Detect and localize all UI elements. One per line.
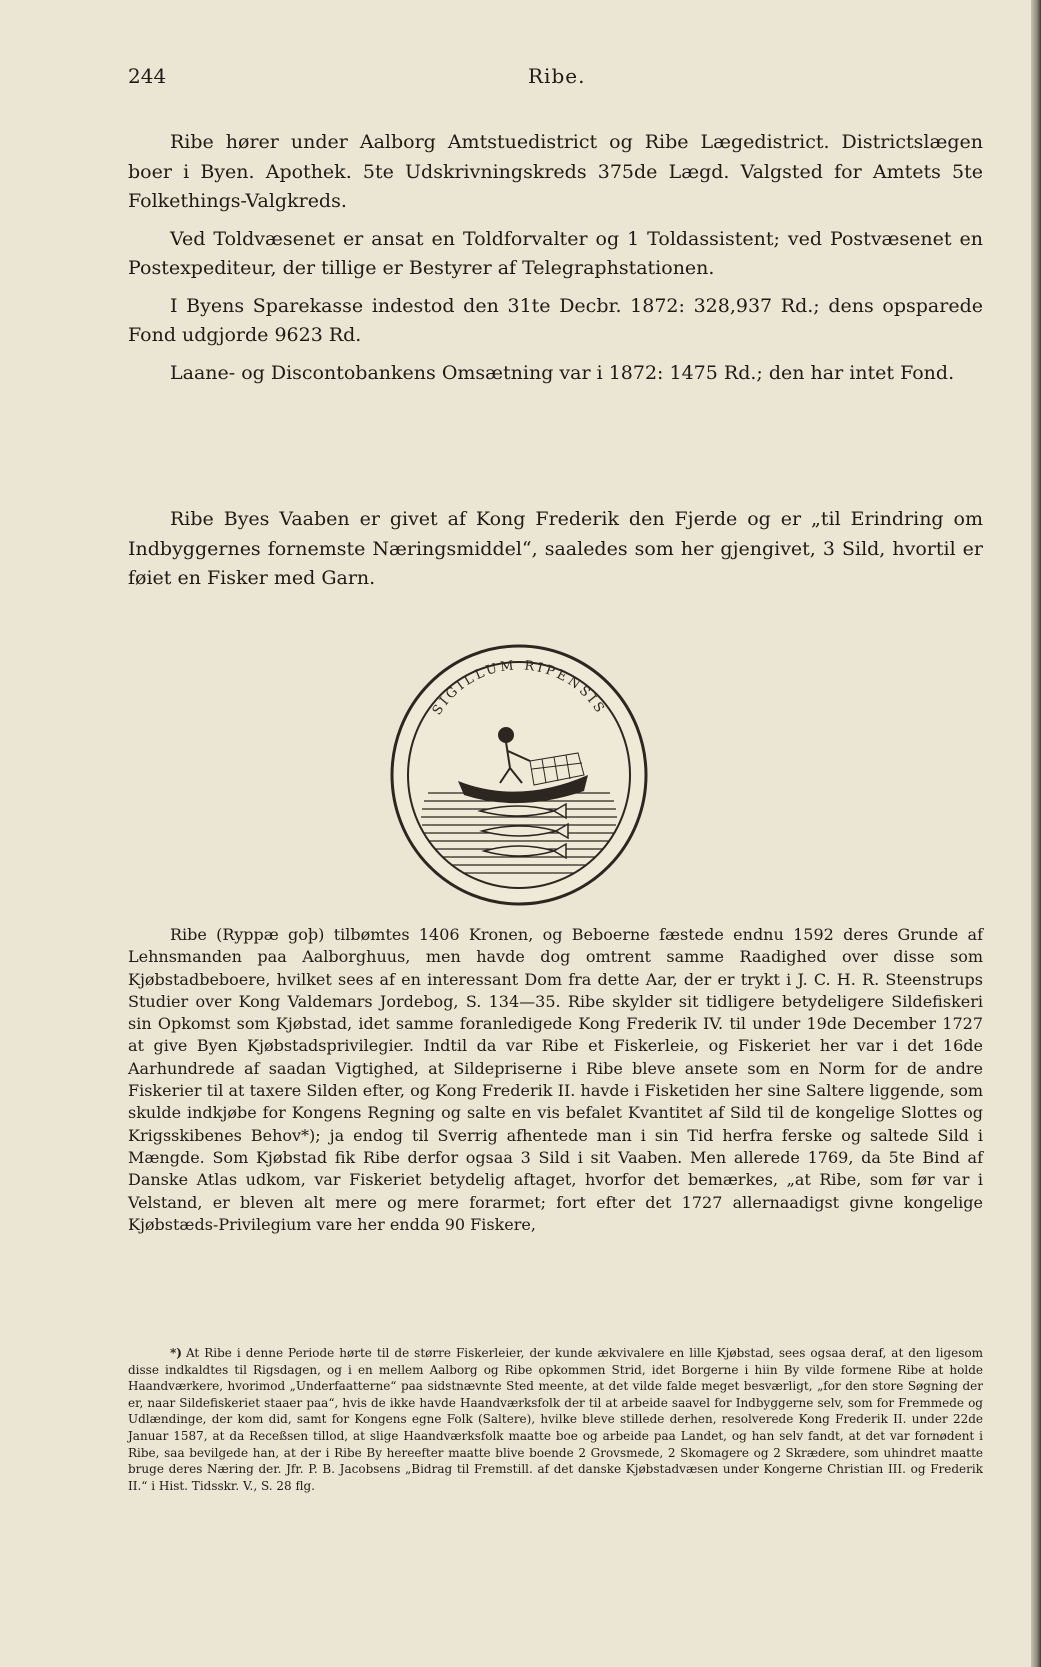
footnote-mark: *) — [170, 1346, 182, 1360]
paragraph-customs-post: Ved Toldvæsenet er ansat en Toldforvalter og 1 Toldassistent; ved Postvæsenet en Postexpediteur, der tillige er Bestyrer af Telegraphstationen. — [128, 227, 983, 279]
paragraph-administration: Ribe hører under Aalborg Amtstuedistrict og Ribe Lægedistrict. Districtslægen boer i Byen. Apothek. 5te Udskrivningskreds 375de Lægd. Valgsted for Amtets 5te Folkethings-Valgkreds. — [128, 131, 983, 212]
coat-of-arms-paragraph — [128, 505, 983, 594]
herring-fish — [480, 804, 568, 858]
seal-inscription: SIGILLUM RIPENSIS — [429, 658, 609, 718]
paragraph-discount-bank: Laane- og Discontobankens Omsætning var i 1872: 1475 Rd.; den har intet Fond. — [170, 361, 955, 384]
paragraph-arms: Ribe Byes Vaaben er givet af Kong Frederik den Fjerde og er „til Erindring om Indbyggernes fornemste Næringsmiddel“, saaledes som her gjengivet, 3 Sild, hvortil er føiet en Fisker med Garn. — [128, 508, 983, 589]
footnote — [128, 1345, 983, 1494]
page-header — [128, 64, 983, 92]
page-number: 244 — [128, 64, 167, 88]
page-edge — [1031, 0, 1041, 1667]
footnote-text: At Ribe i denne Periode hørte til de større Fiskerleier, der kunde ækvivalere en lille Kjøbstad, sees ogsaa deraf, at den ligesom disse indkaldtes til Rigsdagen, og i en mellem Aalborg og Ribe opkommen Strid, idet Borgerne i hiin By vilde formene Ribe at holde Haandværkere, hvorimod „Underfaatterne“ paa sidstnævnte Sted meente, at det vilde falde meget besværligt, „for den store Søgning der er, naar Sildefiskeriet staaer paa“, hvis de ikke havde Haandværksfolk der til at arbeide saavel for Indbyggerne selv, som for Fremmede og Udlændinge, der kom did, samt for Kongens egne Folk (Saltere), hvilke bleve stillede derhen, resolverede Kong Frederik II. under 22de Januar 1587, at da Receßsen tillod, at slige Haandværksfolk maatte boe og arbeide paa Landet, og han selv fandt, at det var fornødent i Ribe, saa bevilgede han, at der i Ribe By hereefter maatte blive boende 2 Grovsmede, 2 Skomagere og 2 Skrædere, som uhindret maatte bruge deres Næring der. Jfr. P. B. Jacobsens „Bidrag til Fremstill. af det danske Kjøbstadvæsen under Kongerne Christian III. og Frederik II.“ i Hist. Tidsskr. V., S. 28 flg. — [128, 1346, 983, 1493]
town-seal-emblem — [388, 643, 650, 908]
paragraph-savings-bank: I Byens Sparekasse indestod den 31te Decbr. 1872: 328,937 Rd.; dens opsparede Fond udgjorde 9623 Rd. — [128, 294, 983, 346]
paragraph-history: Ribe (Ryppæ goþ) tilbømtes 1406 Kronen, og Beboerne fæstede endnu 1592 deres Grunde af Lehnsmanden paa Aalborghuus, men havde dog omtrent samme Raadighed over disse som Kjøbstadbeboere, hvilket sees af en interessant Dom fra dette Aar, der er trykt i J. C. H. R. Steenstrups Studier over Kong Valdemars Jordebog, S. 134—35. Ribe skylder sit tidligere betydeligere Sildefiskeri sin Opkomst som Kjøbstad, idet samme foranledigede Kong Frederik IV. til under 19de December 1727 at give Byen Kjøbstadsprivilegier. Indtil da var Ribe et Fiskerleie, og Fiskeriet her var i det 16de Aarhundrede af saadan Vigtighed, at Sildepriserne i Ribe bleve ansete som en Norm for de andre Fiskerier til at taxere Silden efter, og Kong Frederik II. havde i Fisketiden her sine Saltere liggende, som skulde indkjøbe for Kongens Regning og salte en vis befalet Kvantitet af Sild til de kongelige Slottes og Krigsskibenes Behov*); ja endog til Sverrig afhentede man i sin Tid herfra ferske og saltede Sild i Mængde. Som Kjøbstad fik Ribe derfor ogsaa 3 Sild i sit Vaaben. Men allerede 1769, da 5te Bind af Danske Atlas udkom, var Fiskeriet betydelig aftaget, hvorfor det bemærkes, „at Ribe, som før var i Velstand, er bleven alt mere og mere forarmet; fort efter det 1727 allernaadigst givne kongelige Kjøbstæds-Privilegium vare her endda 90 Fiskere, — [128, 925, 983, 1234]
running-title: Ribe. — [528, 64, 586, 88]
history-paragraph — [128, 924, 983, 1236]
main-paragraphs — [128, 128, 983, 388]
